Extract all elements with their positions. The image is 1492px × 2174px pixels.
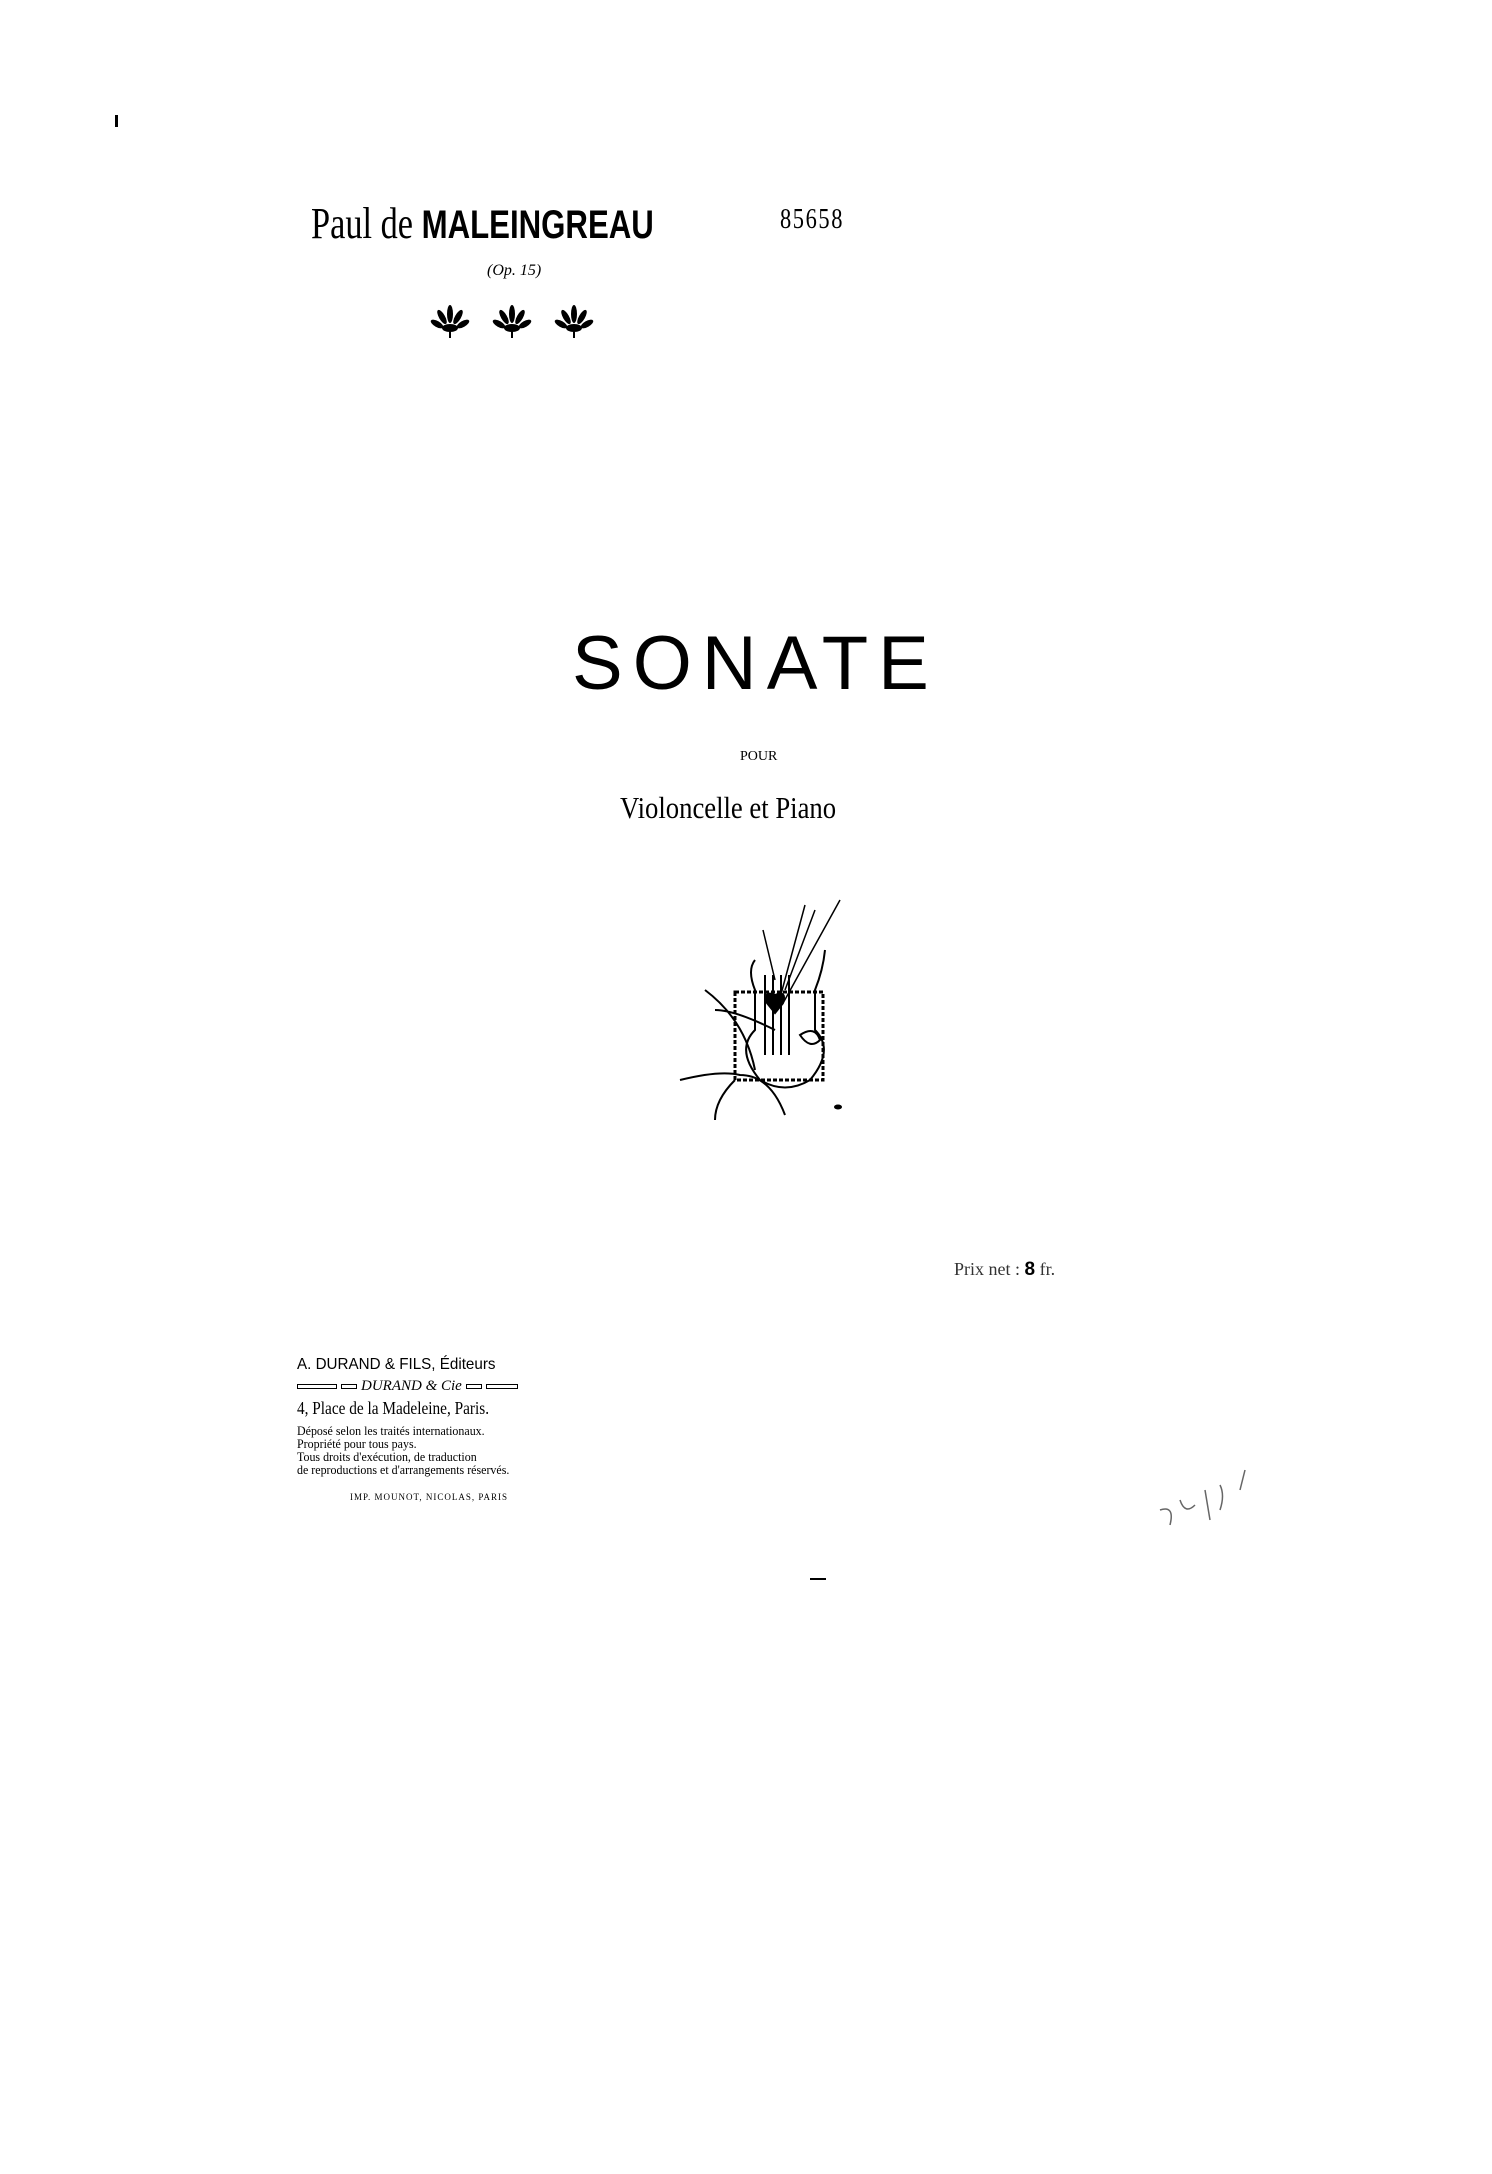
price	[954, 1259, 1055, 1281]
legal-line: de reproductions et d'arrangements réservés.	[297, 1462, 510, 1477]
legal-line: Déposé selon les traités internationaux.	[297, 1423, 485, 1438]
instrumentation: Violoncelle et Piano	[620, 790, 837, 825]
composer-last-name: MALEINGREAU	[421, 203, 654, 247]
lyre-with-palm-icon	[675, 880, 845, 1120]
legal-line: Tous droits d'exécution, de traduction	[297, 1449, 477, 1464]
printer-credit: IMP. MOUNOT, NICOLAS, PARIS	[350, 1492, 509, 1502]
successor-name: DURAND & Cie	[361, 1378, 462, 1394]
divider	[341, 1384, 357, 1389]
lotus-flower-icon	[430, 300, 470, 340]
lotus-flower-icon	[492, 300, 532, 340]
pour-label: POUR	[740, 749, 778, 764]
divider	[466, 1384, 482, 1389]
composer-first-name: Paul de	[311, 199, 413, 248]
pencil-annotation	[1150, 1460, 1290, 1540]
ornament-row	[430, 300, 594, 340]
divider	[297, 1384, 337, 1389]
price-unit: fr.	[1039, 1259, 1056, 1279]
price-amount: 8	[1024, 1259, 1036, 1280]
publisher-name: A. DURAND & FILS, Éditeurs	[297, 1356, 496, 1373]
opus-number: (Op. 15)	[487, 262, 542, 279]
publisher-successor	[297, 1378, 518, 1395]
scan-mark	[810, 1578, 826, 1580]
divider	[486, 1384, 518, 1389]
scan-mark	[115, 115, 118, 127]
publisher-address: 4, Place de la Madeleine, Paris.	[297, 1398, 490, 1418]
catalog-number: 85658	[780, 204, 844, 235]
legal-line: Propriété pour tous pays.	[297, 1436, 417, 1451]
work-title: SONATE	[572, 621, 939, 706]
composer-name	[311, 198, 654, 249]
price-label: Prix net :	[954, 1259, 1020, 1279]
lotus-flower-icon	[554, 300, 594, 340]
